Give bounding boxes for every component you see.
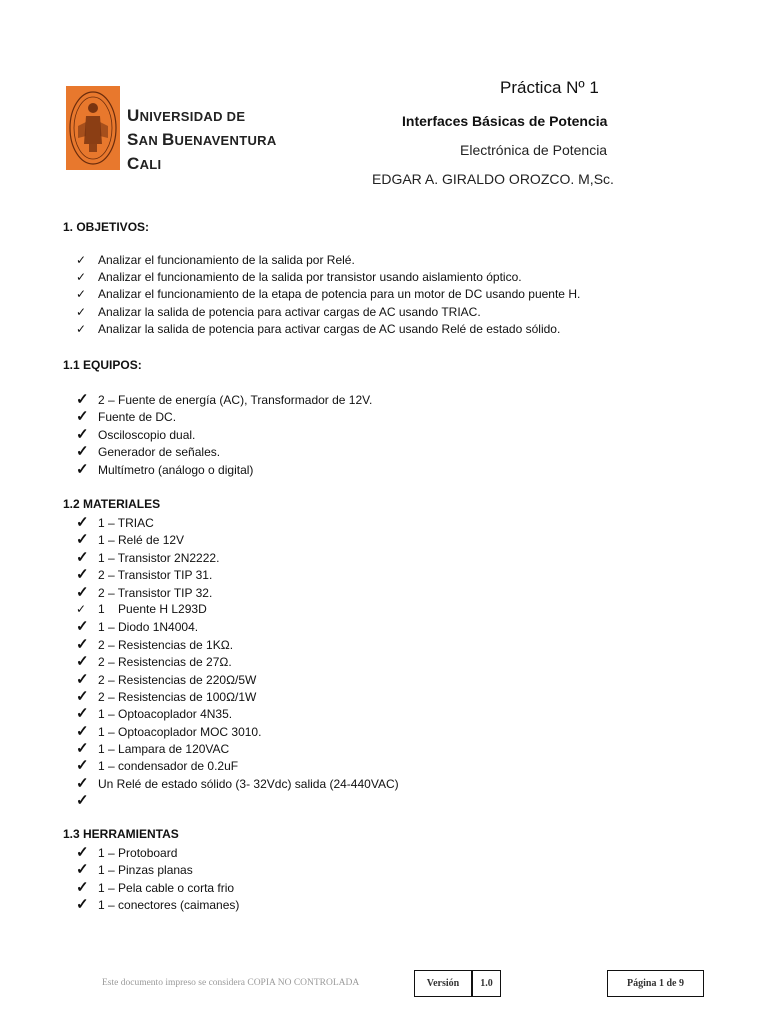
check-icon: ✓ bbox=[76, 618, 89, 636]
check-icon: ✓ bbox=[76, 321, 87, 336]
list-item: ✓ 1 – Pela cable o corta frio bbox=[76, 878, 235, 896]
check-icon: ✓ bbox=[76, 425, 89, 443]
list-item: ✓ 2 – Fuente de energía (AC), Transformador de 12V. bbox=[76, 391, 373, 408]
list-item: ✓ Analizar la salida de potencia para activar cargas de AC usando TRIAC. bbox=[76, 304, 580, 321]
check-icon: ✓ bbox=[76, 408, 89, 426]
university-name-line1: UNIVERSIDAD DE bbox=[127, 106, 246, 125]
list-item: ✓ 2 – Resistencias de 27Ω. bbox=[76, 653, 232, 671]
equipment-list bbox=[76, 391, 372, 478]
list-item: ✓ 2 – Resistencias de 220Ω/5W bbox=[76, 670, 257, 688]
list-item: ✓ Analizar la salida de potencia para activar cargas de AC usando Relé de estado sólido. bbox=[76, 321, 580, 338]
check-icon: ✓ bbox=[76, 443, 89, 461]
materials-list bbox=[76, 514, 399, 810]
equipment-title: 1.1 EQUIPOS: bbox=[63, 358, 142, 372]
university-name-line2: SAN BUENAVENTURA bbox=[127, 130, 277, 149]
check-icon: ✓ bbox=[76, 740, 89, 758]
subject-title: Interfaces Básicas de Potencia bbox=[402, 113, 608, 129]
check-icon: ✓ bbox=[76, 878, 89, 896]
materials-title: 1.2 MATERIALES bbox=[63, 497, 161, 511]
list-item: ✓ 1 – Transistor 2N2222. bbox=[76, 548, 220, 566]
list-item: ✓ 1 – condensador de 0.2uF bbox=[76, 757, 239, 775]
check-icon: ✓ bbox=[76, 566, 89, 584]
check-icon: ✓ bbox=[76, 514, 89, 531]
page-indicator: Página 1 de 9 bbox=[607, 970, 704, 997]
tools-list bbox=[76, 844, 239, 914]
list-item: ✓ 2 – Resistencias de 100Ω/1W bbox=[76, 687, 257, 705]
list-item: ✓ Generador de señales. bbox=[76, 443, 221, 461]
list-item: ✓ 1 – Lampara de 120VAC bbox=[76, 740, 230, 758]
list-item: ✓ Osciloscopio dual. bbox=[76, 425, 196, 443]
check-icon: ✓ bbox=[76, 792, 89, 810]
check-icon: ✓ bbox=[76, 670, 89, 688]
check-icon: ✓ bbox=[76, 722, 89, 740]
check-icon: ✓ bbox=[76, 844, 89, 861]
list-item: ✓ 1 Puente H L293D bbox=[76, 601, 399, 618]
check-icon: ✓ bbox=[76, 531, 89, 549]
check-icon: ✓ bbox=[76, 391, 89, 408]
course-name: Electrónica de Potencia bbox=[460, 142, 608, 158]
check-icon: ✓ bbox=[76, 583, 89, 601]
list-item: ✓ 1 – TRIAC bbox=[76, 514, 154, 531]
check-icon: ✓ bbox=[76, 601, 87, 616]
university-seal-icon bbox=[66, 86, 120, 170]
footer-note: Este documento impreso se considera COPIA NO CONTROLADA bbox=[102, 978, 360, 988]
list-item: ✓ 1 – Protoboard bbox=[76, 844, 178, 861]
list-item: ✓ 1 – Diodo 1N4004. bbox=[76, 618, 199, 636]
list-item: ✓ Analizar el funcionamiento de la etapa de potencia para un motor de DC usando puente H. bbox=[76, 286, 580, 303]
list-item: ✓ Multímetro (análogo o digital) bbox=[76, 460, 254, 478]
university-logo bbox=[66, 86, 120, 170]
check-icon: ✓ bbox=[76, 287, 87, 302]
list-item: ✓ Analizar el funcionamiento de la salida por Relé. bbox=[76, 252, 580, 269]
tools-title: 1.3 HERRAMIENTAS bbox=[63, 827, 179, 841]
check-icon: ✓ bbox=[76, 304, 87, 319]
list-item: ✓ Un Relé de estado sólido (3- 32Vdc) salida (24-440VAC) bbox=[76, 774, 399, 792]
check-icon: ✓ bbox=[76, 896, 89, 914]
check-icon: ✓ bbox=[76, 774, 89, 792]
list-item: ✓ 1 – Optoacoplador 4N35. bbox=[76, 705, 233, 723]
list-item: ✓ 1 – Pinzas planas bbox=[76, 861, 193, 879]
university-name-line3: CALI bbox=[127, 154, 162, 173]
check-icon: ✓ bbox=[76, 548, 89, 566]
objectives-list bbox=[76, 252, 580, 338]
check-icon: ✓ bbox=[76, 460, 89, 478]
list-item: ✓ 2 – Transistor TIP 31. bbox=[76, 566, 213, 584]
check-icon: ✓ bbox=[76, 270, 87, 285]
check-icon: ✓ bbox=[76, 653, 89, 671]
list-item: ✓ 1 – conectores (caimanes) bbox=[76, 896, 240, 914]
version-number: 1.0 bbox=[472, 970, 501, 997]
list-item: ✓ 2 – Resistencias de 1KΩ. bbox=[76, 635, 234, 653]
check-icon: ✓ bbox=[76, 861, 89, 879]
practice-title: Práctica Nº 1 bbox=[500, 78, 599, 97]
objectives-title: 1. OBJETIVOS: bbox=[63, 220, 150, 234]
list-item bbox=[76, 792, 399, 809]
version-label: Versión bbox=[414, 970, 472, 997]
list-item: ✓ 1 – Relé de 12V bbox=[76, 531, 185, 549]
check-icon: ✓ bbox=[76, 687, 89, 705]
list-item: ✓ Fuente de DC. bbox=[76, 408, 177, 426]
check-icon: ✓ bbox=[76, 635, 89, 653]
list-item: ✓ Analizar el funcionamiento de la salida por transistor usando aislamiento óptico. bbox=[76, 269, 580, 286]
check-icon: ✓ bbox=[76, 757, 89, 775]
teacher-name: EDGAR A. GIRALDO OROZCO. M,Sc. bbox=[372, 171, 614, 187]
check-icon: ✓ bbox=[76, 705, 89, 723]
check-icon: ✓ bbox=[76, 253, 87, 267]
list-item: ✓ 1 – Optoacoplador MOC 3010. bbox=[76, 722, 262, 740]
list-item: ✓ 2 – Transistor TIP 32. bbox=[76, 583, 213, 601]
